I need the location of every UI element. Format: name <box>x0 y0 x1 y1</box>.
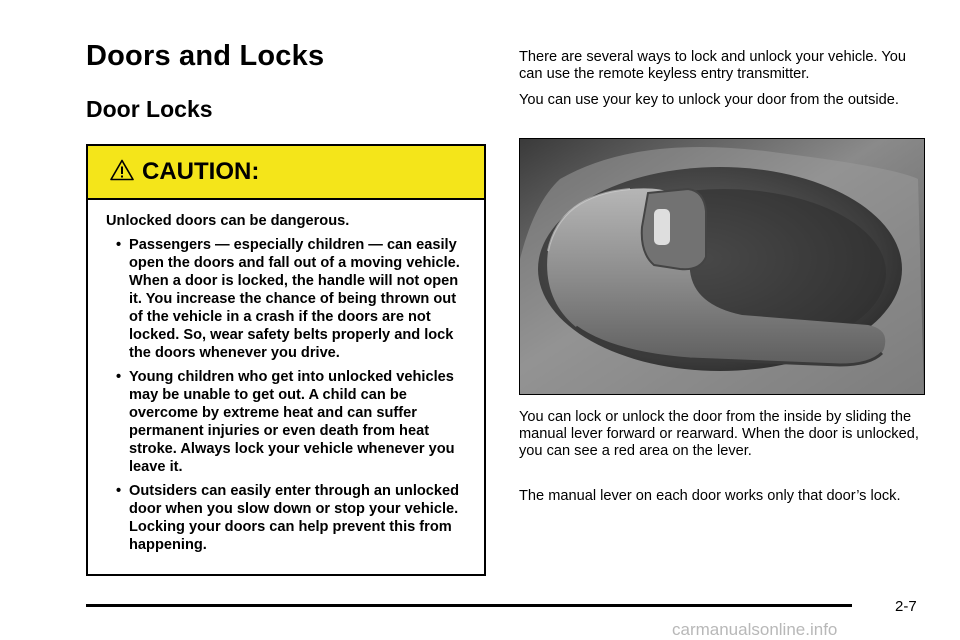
paragraph-text: You can lock or unlock the door from the inside by sliding the manual lever forward or rearward. When the door is unlocked, you can see a red area on the lever. <box>519 409 919 459</box>
list-item-text: Passengers — especially children — can easily open the doors and fall out of a moving vehicle. When a door is locked, the handle will not open it. You increase the chance of being thrown out of the vehicle in a crash if the doors are not locked. So, wear safety belts properly and lock the doors whenever you drive. <box>129 237 460 361</box>
paragraph-text: There are several ways to lock and unlock your vehicle. You can use the remote keyless entry transmitter. <box>519 49 906 82</box>
caution-banner <box>88 146 484 200</box>
list-item-text: Young children who get into unlocked vehicles may be unable to get out. A child can be overcome by extreme heat and can suffer permanent injuries or even death from heat stroke. Always lock your vehicle whenever you leave it. <box>129 369 455 475</box>
list-item <box>116 482 466 554</box>
page-title: Doors and Locks <box>86 40 325 72</box>
door-handle-illustration <box>520 139 924 394</box>
watermark: carmanualsonline.info <box>672 620 838 639</box>
caution-body <box>88 200 484 554</box>
caution-intro: Unlocked doors can be dangerous. <box>106 213 350 229</box>
footer-rule <box>86 604 852 607</box>
page-number: 2-7 <box>895 598 917 615</box>
bullet-icon: • <box>116 483 122 499</box>
caution-box <box>86 144 486 576</box>
paragraph-text: The manual lever on each door works only that door’s lock. <box>519 488 901 504</box>
caution-list <box>106 236 466 554</box>
bullet-icon: • <box>116 237 122 253</box>
list-item <box>116 236 466 362</box>
section-heading: Door Locks <box>86 96 213 122</box>
paragraph <box>519 488 931 505</box>
paragraph-text: You can use your key to unlock your door from the outside. <box>519 92 899 108</box>
bullet-icon: • <box>116 369 122 385</box>
paragraph <box>519 49 931 83</box>
caution-title: CAUTION: <box>142 158 260 185</box>
door-handle-photo <box>519 138 925 395</box>
paragraph <box>519 409 931 460</box>
paragraph <box>519 92 931 109</box>
warning-triangle-icon <box>110 159 134 181</box>
list-item-text: Outsiders can easily enter through an unlocked door when you slow down or stop your vehicle. Locking your doors can help prevent this from happening. <box>129 483 460 553</box>
list-item <box>116 368 466 476</box>
